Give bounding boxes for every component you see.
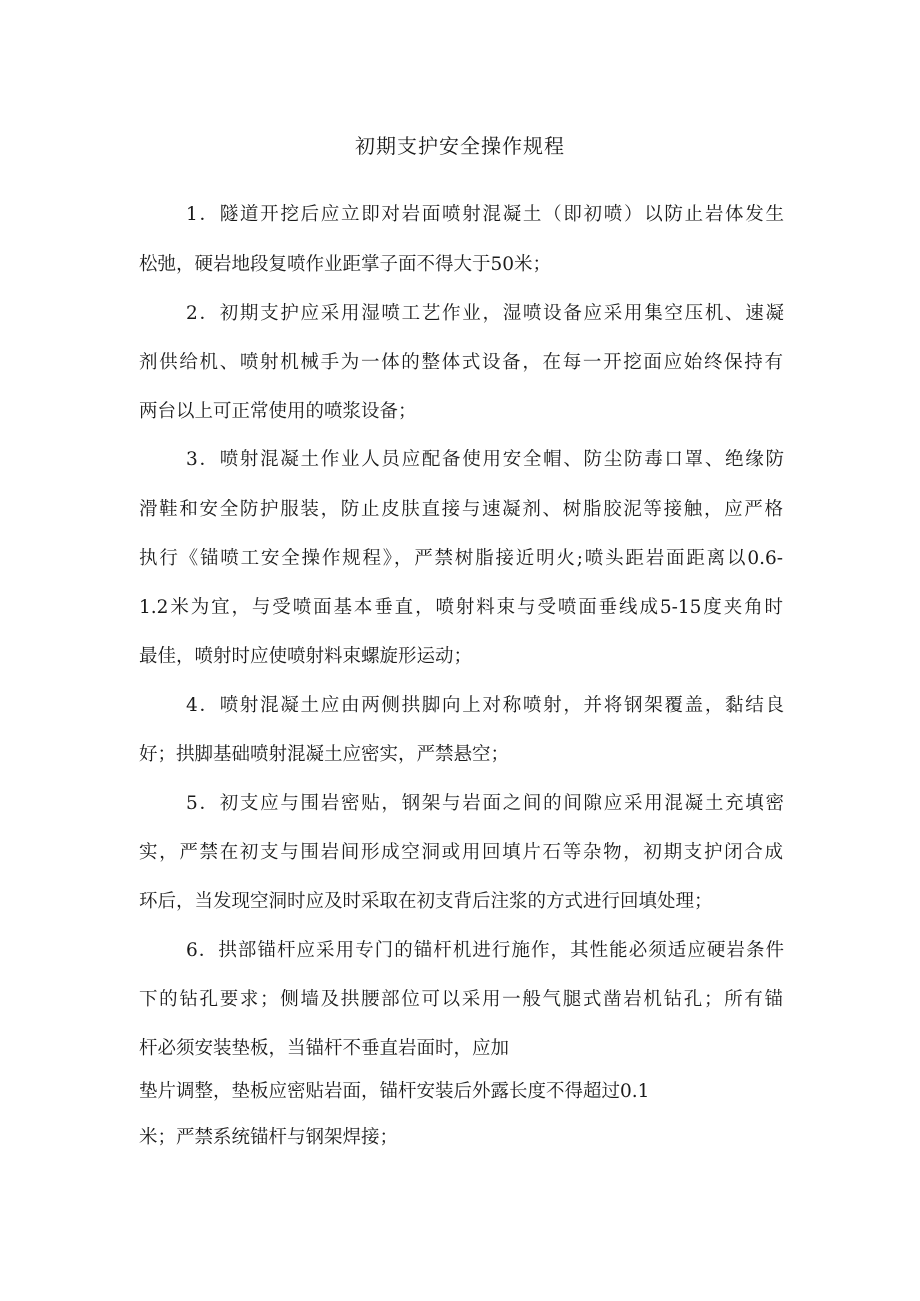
body-line: 5．初支应与围岩密贴，钢架与岩面之间的间隙应采用混凝土充填密 — [186, 793, 784, 814]
body-line: 米；严禁系统锚杆与钢架焊接； — [139, 1127, 399, 1148]
document-title: 初期支护安全操作规程 — [355, 134, 565, 158]
body-line: 2．初期支护应采用湿喷工艺作业，湿喷设备应采用集空压机、速凝 — [186, 303, 784, 324]
body-line: 垫片调整，垫板应密贴岩面，锚杆安装后外露长度不得超过0.1 — [139, 1081, 650, 1102]
body-line: 松弛，硬岩地段复喷作业距掌子面不得大于50米； — [139, 254, 552, 275]
body-line: 好；拱脚基础喷射混凝土应密实，严禁悬空； — [139, 744, 510, 765]
body-line: 最佳，喷射时应使喷射料束螺旋形运动； — [139, 646, 473, 667]
body-line: 实，严禁在初支与围岩间形成空洞或用回填片石等杂物，初期支护闭合成 — [139, 842, 783, 863]
body-line: 1．隧道开挖后应立即对岩面喷射混凝土（即初喷）以防止岩体发生 — [186, 204, 784, 225]
body-line: 两台以上可正常使用的喷浆设备； — [139, 401, 417, 422]
body-line: 下的钻孔要求；侧墙及拱腰部位可以采用一般气腿式凿岩机钻孔；所有锚 — [139, 989, 783, 1010]
body-line: 1.2米为宜，与受喷面基本垂直，喷射料束与受喷面垂线成5-15度夹角时 — [139, 597, 783, 618]
body-line: 剂供给机、喷射机械手为一体的整体式设备，在每一开挖面应始终保持有 — [139, 352, 783, 373]
body-line: 执行《锚喷工安全操作规程》，严禁树脂接近明火;喷头距岩面距离以0.6- — [139, 548, 783, 569]
body-line: 杆必须安装垫板，当锚杆不垂直岩面时，应加 — [139, 1038, 510, 1059]
body-line: 6．拱部锚杆应采用专门的锚杆机进行施作，其性能必须适应硬岩条件 — [186, 940, 784, 961]
body-line: 4．喷射混凝土应由两侧拱脚向上对称喷射，并将钢架覆盖，黏结良 — [186, 695, 784, 716]
body-line: 3．喷射混凝土作业人员应配备使用安全帽、防尘防毒口罩、绝缘防 — [186, 449, 784, 470]
body-line: 滑鞋和安全防护服装，防止皮肤直接与速凝剂、树脂胶泥等接触，应严格 — [139, 499, 783, 520]
body-line: 环后，当发现空洞时应及时采取在初支背后注浆的方式进行回填处理； — [139, 891, 713, 912]
